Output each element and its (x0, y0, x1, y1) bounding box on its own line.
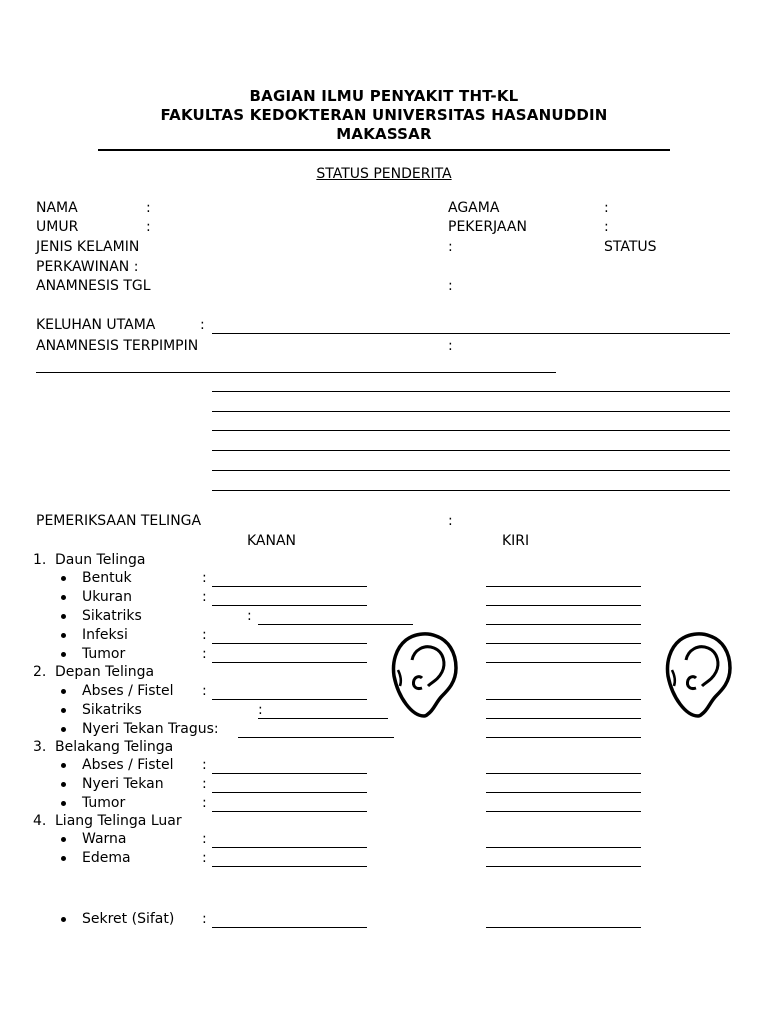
item-colon: : (202, 646, 207, 662)
kanan-answer-line[interactable] (212, 643, 367, 644)
header-city: MAKASSAR (336, 125, 432, 143)
anamnesis-line[interactable] (212, 450, 730, 451)
pekerjaan-label: PEKERJAAN (448, 219, 527, 235)
nama-colon: : (146, 200, 151, 216)
item-sikatriks: Sikatriks (82, 702, 142, 718)
kanan-answer-line[interactable] (212, 811, 367, 812)
item-colon: : (202, 776, 207, 792)
umur-colon: : (146, 219, 151, 235)
item-tumor: Tumor (82, 795, 126, 811)
item-colon: : (202, 570, 207, 586)
bullet (61, 837, 66, 842)
kanan-answer-line[interactable] (212, 792, 367, 793)
jenis-kelamin-label: JENIS KELAMIN (36, 239, 140, 255)
kiri-answer-line[interactable] (486, 866, 641, 867)
header-rule (98, 149, 670, 151)
anamnesis-line[interactable] (212, 470, 730, 471)
kiri-answer-line[interactable] (486, 605, 641, 606)
section-number: 3. (33, 739, 47, 755)
anamnesis-tgl-colon: : (448, 278, 453, 294)
section-number: 2. (33, 664, 47, 680)
bullet (61, 689, 66, 694)
item-colon: : (202, 911, 207, 927)
item-abses-fistel: Abses / Fistel (82, 757, 174, 773)
section-liang-telinga-luar: Liang Telinga Luar (55, 813, 182, 829)
kanan-answer-line[interactable] (212, 586, 367, 587)
kanan-answer-line[interactable] (212, 773, 367, 774)
item-colon: : (247, 608, 252, 624)
bullet (61, 917, 66, 922)
nama-label: NAMA (36, 200, 78, 216)
kiri-answer-line[interactable] (486, 718, 641, 719)
item-sikatriks: Sikatriks (82, 608, 142, 624)
item-bentuk: Bentuk (82, 570, 132, 586)
item-colon: : (202, 589, 207, 605)
section-number: 1. (33, 552, 47, 568)
agama-colon: : (604, 200, 609, 216)
kiri-header: KIRI (502, 533, 530, 549)
pekerjaan-colon: : (604, 219, 609, 235)
bullet (61, 633, 66, 638)
item-warna: Warna (82, 831, 127, 847)
anamnesis-terpimpin-label: ANAMNESIS TERPIMPIN (36, 338, 199, 354)
kanan-answer-line[interactable] (212, 605, 367, 606)
keluhan-utama-colon: : (200, 317, 205, 333)
ear-icon (664, 630, 736, 722)
kanan-answer-line[interactable] (212, 847, 367, 848)
item-nyeri-tekan-tragus: Nyeri Tekan Tragus: (82, 721, 219, 737)
kanan-answer-line[interactable] (212, 927, 367, 928)
kiri-answer-line[interactable] (486, 586, 641, 587)
item-colon: : (202, 683, 207, 699)
umur-label: UMUR (36, 219, 79, 235)
agama-label: AGAMA (448, 200, 500, 216)
item-edema: Edema (82, 850, 131, 866)
item-infeksi: Infeksi (82, 627, 128, 643)
bullet (61, 708, 66, 713)
jenis-kelamin-colon: : (448, 239, 453, 255)
ear-icon (390, 630, 462, 722)
kiri-answer-line[interactable] (486, 927, 641, 928)
kiri-answer-line[interactable] (486, 624, 641, 625)
keluhan-utama-label: KELUHAN UTAMA (36, 317, 156, 333)
kanan-answer-line[interactable] (258, 718, 388, 719)
anamnesis-line[interactable] (212, 411, 730, 412)
item-colon: : (258, 702, 263, 718)
anamnesis-line[interactable] (36, 372, 556, 373)
bullet (61, 614, 66, 619)
section-daun-telinga: Daun Telinga (55, 552, 146, 568)
item-colon: : (202, 795, 207, 811)
bullet (61, 595, 66, 600)
item-colon: : (202, 757, 207, 773)
item-colon: : (202, 831, 207, 847)
kanan-header: KANAN (247, 533, 297, 549)
bullet (61, 782, 66, 787)
bullet (61, 763, 66, 768)
kiri-answer-line[interactable] (486, 773, 641, 774)
bullet (61, 727, 66, 732)
item-ukuran: Ukuran (82, 589, 133, 605)
bullet (61, 576, 66, 581)
item-colon: : (202, 627, 207, 643)
kiri-answer-line[interactable] (486, 792, 641, 793)
perkawinan-label: PERKAWINAN : (36, 259, 139, 275)
section-depan-telinga: Depan Telinga (55, 664, 155, 680)
anamnesis-line[interactable] (212, 430, 730, 431)
item-nyeri-tekan: Nyeri Tekan (82, 776, 164, 792)
status-label: STATUS (604, 239, 657, 255)
kiri-answer-line[interactable] (486, 847, 641, 848)
kanan-answer-line[interactable] (238, 737, 394, 738)
kanan-answer-line[interactable] (212, 699, 367, 700)
bullet (61, 801, 66, 806)
exam-title-colon: : (448, 513, 453, 529)
item-sekret-sifat: Sekret (Sifat) (82, 911, 175, 927)
kiri-answer-line[interactable] (486, 737, 641, 738)
section-number: 4. (33, 813, 47, 829)
kiri-answer-line[interactable] (486, 662, 641, 663)
kanan-answer-line[interactable] (212, 866, 367, 867)
anamnesis-terpimpin-colon: : (448, 338, 453, 354)
header-faculty: FAKULTAS KEDOKTERAN UNIVERSITAS HASANUDDIN (160, 106, 608, 124)
page-title: STATUS PENDERITA (316, 166, 452, 182)
exam-title: PEMERIKSAAN TELINGA (36, 513, 202, 529)
kiri-answer-line[interactable] (486, 811, 641, 812)
item-colon: : (202, 850, 207, 866)
bullet (61, 652, 66, 657)
item-abses-fistel: Abses / Fistel (82, 683, 174, 699)
kanan-answer-line[interactable] (212, 662, 367, 663)
anamnesis-line[interactable] (212, 391, 730, 392)
header-department: BAGIAN ILMU PENYAKIT THT-KL (249, 87, 519, 105)
kiri-answer-line[interactable] (486, 643, 641, 644)
keluhan-utama-line[interactable] (212, 333, 730, 334)
kanan-answer-line[interactable] (258, 624, 413, 625)
item-tumor: Tumor (82, 646, 126, 662)
anamnesis-tgl-label: ANAMNESIS TGL (36, 278, 151, 294)
bullet (61, 856, 66, 861)
anamnesis-line[interactable] (212, 490, 730, 491)
section-belakang-telinga: Belakang Telinga (55, 739, 174, 755)
kiri-answer-line[interactable] (486, 699, 641, 700)
